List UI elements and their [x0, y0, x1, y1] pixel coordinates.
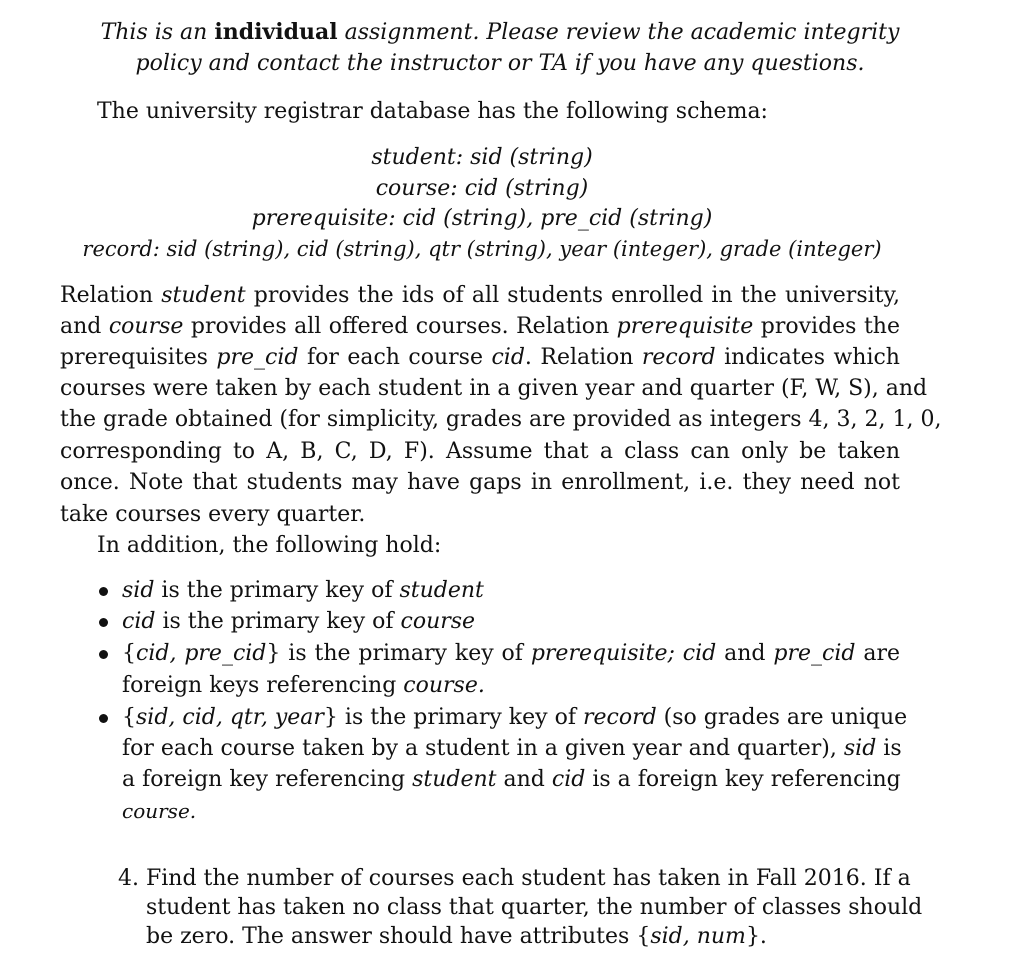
text: }. [745, 924, 767, 949]
text: sid [843, 736, 877, 761]
bullet-dot-icon [99, 587, 108, 596]
integrity-notice-line-2: policy and contact the instructor or TA if you have any questions. [135, 51, 865, 76]
description-line: In addition, the following hold: [97, 533, 442, 558]
text: record [641, 345, 716, 370]
description-line: corresponding to A, B, C, D, F). Assume that a class can only be taken [60, 439, 900, 464]
text: course [108, 314, 184, 339]
notice-text: This is an [100, 20, 215, 45]
text: . Relation [524, 345, 642, 370]
notice-text: assignment. Please review the academic integrity [337, 20, 900, 45]
text: cid [682, 641, 717, 666]
text: provides the ids of all students enrolled in the university, [245, 283, 900, 308]
text: pre_cid [773, 641, 856, 666]
text: cid [122, 609, 156, 634]
schema-course: course: cid (string) [375, 176, 589, 201]
description-line [60, 280, 900, 311]
text: sid [122, 578, 155, 603]
text: is the primary key of [154, 578, 400, 603]
description-line: once. Note that students may have gaps in enrollment, i.e. they need not [60, 470, 900, 495]
text: sid, num [650, 924, 746, 949]
text: sid, cid, qtr, year [136, 705, 324, 730]
schema-intro: The university registrar database has the following schema: [97, 99, 768, 124]
text: cid [491, 345, 525, 370]
constraint-item [122, 606, 475, 637]
text: and [716, 641, 774, 666]
text: cid, pre_cid [136, 641, 267, 666]
text: provides the [753, 314, 900, 339]
notice-bold-text: individual [214, 19, 338, 45]
bullet-dot-icon [99, 618, 108, 627]
text: is [876, 736, 902, 761]
text: be zero. The answer should have attributes { [146, 924, 651, 949]
bullet-dot-icon [99, 650, 108, 659]
text: and [496, 767, 552, 792]
question-4-line: student has taken no class that quarter, the number of classes should [146, 895, 923, 920]
question-4-line [146, 921, 767, 952]
text: are [855, 641, 900, 666]
question-4-line: 4. Find the number of courses each student has taken in Fall 2016. If a [118, 866, 911, 891]
text: foreign keys referencing [122, 673, 404, 698]
bullet-dot-icon [99, 714, 108, 723]
text: course. [403, 673, 485, 698]
description-line [60, 311, 900, 342]
text: prerequisite; [530, 641, 675, 666]
text: { [122, 705, 136, 730]
text: provides all offered courses. Relation [183, 314, 617, 339]
text: record [582, 705, 657, 730]
text: } is the primary key of [266, 641, 531, 666]
constraint-item-continuation [122, 670, 485, 701]
schema-prerequisite: prerequisite: cid (string), pre_cid (string) [251, 206, 713, 231]
constraint-item-continuation: course. [122, 799, 197, 823]
text: student [399, 578, 484, 603]
text: a foreign key referencing [122, 767, 413, 792]
integrity-notice-line-1 [60, 17, 940, 48]
constraint-item [122, 575, 484, 606]
constraint-item [122, 638, 900, 669]
text [675, 641, 683, 666]
schema-record: record: sid (string), cid (string), qtr (string), year (integer), grade (integer) [82, 237, 882, 261]
text: pre_cid [216, 345, 299, 370]
description-line [60, 342, 900, 373]
text: course [400, 609, 476, 634]
text: prerequisites [60, 345, 217, 370]
text: for each course taken by a student in a given year and quarter), [122, 736, 844, 761]
text: and [60, 314, 109, 339]
text: student [412, 767, 497, 792]
constraint-item-continuation [122, 764, 900, 795]
description-line: the grade obtained (for simplicity, grades are provided as integers 4, 3, 2, 1, 0, [60, 407, 942, 432]
text: cid [551, 767, 586, 792]
constraint-item [122, 702, 908, 733]
text: student [161, 283, 246, 308]
description-line: take courses every quarter. [60, 502, 366, 527]
description-line: courses were taken by each student in a given year and quarter (F, W, S), and [60, 376, 928, 401]
text: (so grades are unique [656, 705, 908, 730]
schema-student: student: sid (string) [371, 145, 593, 170]
text: for each course [298, 345, 492, 370]
text: indicates which [715, 345, 900, 370]
text: { [122, 641, 136, 666]
text: Relation [60, 283, 162, 308]
text: is a foreign key referencing [585, 767, 901, 792]
text: is the primary key of [155, 609, 401, 634]
text: } is the primary key of [323, 705, 583, 730]
text: prerequisite [616, 314, 754, 339]
constraint-item-continuation [122, 733, 900, 764]
